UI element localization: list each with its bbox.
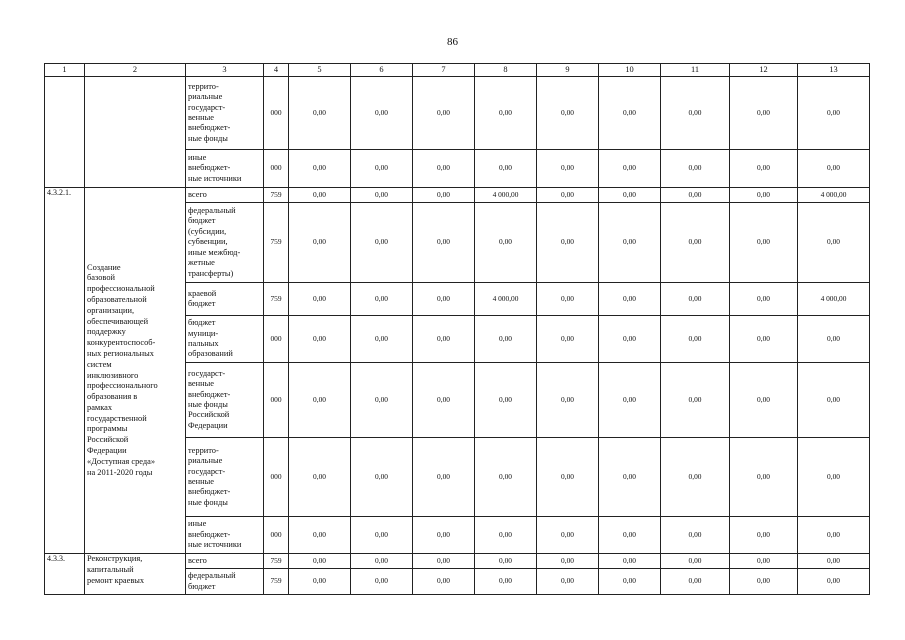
amount-cell: 0,00 — [798, 363, 870, 438]
column-header: 2 — [85, 64, 186, 77]
amount-cell: 0,00 — [599, 438, 661, 517]
amount-cell: 0,00 — [289, 77, 351, 150]
amount-cell: 0,00 — [599, 316, 661, 363]
amount-cell: 0,00 — [413, 438, 475, 517]
amount-cell: 0,00 — [413, 316, 475, 363]
amount-cell: 0,00 — [661, 188, 730, 203]
amount-cell: 0,00 — [798, 203, 870, 283]
amount-cell: 0,00 — [351, 283, 413, 316]
amount-cell: 0,00 — [537, 363, 599, 438]
amount-cell: 0,00 — [475, 438, 537, 517]
amount-cell: 0,00 — [475, 517, 537, 554]
budget-code: 759 — [264, 554, 289, 569]
amount-cell: 0,00 — [289, 150, 351, 188]
item-title: Реконструкция, капитальный ремонт краевых — [85, 554, 186, 595]
funding-source: федеральный бюджет — [186, 569, 264, 595]
funding-source: террито- риальные государст- венные внебюджет- ные фонды — [186, 77, 264, 150]
amount-cell: 0,00 — [289, 554, 351, 569]
amount-cell: 0,00 — [413, 203, 475, 283]
amount-cell: 0,00 — [661, 283, 730, 316]
amount-cell: 0,00 — [730, 569, 798, 595]
amount-cell: 4 000,00 — [798, 283, 870, 316]
amount-cell: 0,00 — [351, 188, 413, 203]
amount-cell: 0,00 — [798, 77, 870, 150]
amount-cell: 4 000,00 — [475, 188, 537, 203]
column-header: 11 — [661, 64, 730, 77]
amount-cell: 0,00 — [661, 554, 730, 569]
amount-cell: 0,00 — [599, 363, 661, 438]
amount-cell: 0,00 — [599, 569, 661, 595]
amount-cell: 0,00 — [599, 517, 661, 554]
amount-cell: 0,00 — [413, 554, 475, 569]
amount-cell: 0,00 — [351, 150, 413, 188]
amount-cell: 0,00 — [798, 438, 870, 517]
column-header: 3 — [186, 64, 264, 77]
item-number: 4.3.2.1. — [45, 188, 85, 554]
amount-cell: 0,00 — [730, 203, 798, 283]
funding-source: всего — [186, 188, 264, 203]
amount-cell: 4 000,00 — [798, 188, 870, 203]
amount-cell: 0,00 — [537, 438, 599, 517]
column-header: 7 — [413, 64, 475, 77]
funding-source: краевой бюджет — [186, 283, 264, 316]
amount-cell: 0,00 — [537, 77, 599, 150]
amount-cell: 0,00 — [475, 569, 537, 595]
amount-cell: 0,00 — [599, 188, 661, 203]
amount-cell: 0,00 — [289, 363, 351, 438]
amount-cell: 0,00 — [798, 316, 870, 363]
amount-cell: 0,00 — [289, 283, 351, 316]
column-header: 10 — [599, 64, 661, 77]
table-row — [45, 77, 870, 150]
funding-source: иные внебюджет- ные источники — [186, 517, 264, 554]
column-header: 9 — [537, 64, 599, 77]
column-header: 5 — [289, 64, 351, 77]
funding-source: иные внебюджет- ные источники — [186, 150, 264, 188]
budget-code: 759 — [264, 569, 289, 595]
amount-cell: 0,00 — [537, 316, 599, 363]
amount-cell: 0,00 — [730, 316, 798, 363]
amount-cell: 0,00 — [537, 517, 599, 554]
amount-cell: 0,00 — [351, 316, 413, 363]
amount-cell: 0,00 — [413, 77, 475, 150]
amount-cell: 0,00 — [351, 203, 413, 283]
budget-table — [44, 63, 870, 595]
header-row — [45, 64, 870, 77]
column-header: 1 — [45, 64, 85, 77]
amount-cell: 0,00 — [351, 363, 413, 438]
amount-cell: 0,00 — [730, 517, 798, 554]
budget-code: 759 — [264, 188, 289, 203]
funding-source: бюджет муници- пальных образований — [186, 316, 264, 363]
amount-cell: 0,00 — [413, 188, 475, 203]
item-title: Создание базовой профессиональной образовательной организации, обеспечивающей поддержку конкурентоспособ- ных региональных систем инклюзивного профессионального образования в рамках государственной программы Российской Федерации «Доступная среда» на 2011-2020 годы — [85, 188, 186, 554]
amount-cell: 0,00 — [351, 569, 413, 595]
budget-code: 000 — [264, 316, 289, 363]
amount-cell: 0,00 — [413, 150, 475, 188]
budget-code: 759 — [264, 283, 289, 316]
amount-cell: 0,00 — [475, 316, 537, 363]
amount-cell: 0,00 — [289, 203, 351, 283]
amount-cell: 0,00 — [351, 554, 413, 569]
budget-code: 000 — [264, 517, 289, 554]
amount-cell: 0,00 — [661, 316, 730, 363]
amount-cell: 0,00 — [661, 150, 730, 188]
column-header: 12 — [730, 64, 798, 77]
amount-cell: 0,00 — [537, 569, 599, 595]
amount-cell: 0,00 — [661, 77, 730, 150]
amount-cell: 0,00 — [289, 569, 351, 595]
amount-cell: 0,00 — [661, 438, 730, 517]
item-number — [45, 77, 85, 188]
amount-cell: 0,00 — [413, 363, 475, 438]
funding-source: государст- венные внебюджет- ные фонды Российской Федерации — [186, 363, 264, 438]
amount-cell: 0,00 — [413, 517, 475, 554]
amount-cell: 0,00 — [289, 438, 351, 517]
amount-cell: 0,00 — [730, 283, 798, 316]
amount-cell: 4 000,00 — [475, 283, 537, 316]
amount-cell: 0,00 — [798, 569, 870, 595]
amount-cell: 0,00 — [730, 363, 798, 438]
funding-source: федеральный бюджет (субсидии, субвенции, иные межбюд- жетные трансферты) — [186, 203, 264, 283]
amount-cell: 0,00 — [798, 517, 870, 554]
column-header: 8 — [475, 64, 537, 77]
amount-cell: 0,00 — [730, 77, 798, 150]
amount-cell: 0,00 — [537, 188, 599, 203]
amount-cell: 0,00 — [475, 363, 537, 438]
page-number: 86 — [447, 36, 458, 48]
budget-code: 759 — [264, 203, 289, 283]
amount-cell: 0,00 — [537, 554, 599, 569]
amount-cell: 0,00 — [599, 283, 661, 316]
amount-cell: 0,00 — [730, 188, 798, 203]
funding-source: всего — [186, 554, 264, 569]
amount-cell: 0,00 — [730, 150, 798, 188]
amount-cell: 0,00 — [289, 188, 351, 203]
amount-cell: 0,00 — [599, 554, 661, 569]
table-row — [45, 554, 870, 569]
amount-cell: 0,00 — [661, 569, 730, 595]
amount-cell: 0,00 — [661, 517, 730, 554]
amount-cell: 0,00 — [661, 363, 730, 438]
amount-cell: 0,00 — [475, 554, 537, 569]
amount-cell: 0,00 — [475, 203, 537, 283]
amount-cell: 0,00 — [289, 517, 351, 554]
budget-code: 000 — [264, 150, 289, 188]
item-title — [85, 77, 186, 188]
amount-cell: 0,00 — [351, 77, 413, 150]
budget-code: 000 — [264, 363, 289, 438]
table-row — [45, 188, 870, 203]
amount-cell: 0,00 — [351, 438, 413, 517]
amount-cell: 0,00 — [599, 150, 661, 188]
amount-cell: 0,00 — [475, 150, 537, 188]
funding-source: террито- риальные государст- венные внебюджет- ные фонды — [186, 438, 264, 517]
column-header: 4 — [264, 64, 289, 77]
amount-cell: 0,00 — [599, 77, 661, 150]
amount-cell: 0,00 — [661, 203, 730, 283]
amount-cell: 0,00 — [537, 203, 599, 283]
amount-cell: 0,00 — [475, 77, 537, 150]
budget-code: 000 — [264, 77, 289, 150]
amount-cell: 0,00 — [798, 554, 870, 569]
amount-cell: 0,00 — [289, 316, 351, 363]
column-header: 6 — [351, 64, 413, 77]
budget-code: 000 — [264, 438, 289, 517]
amount-cell: 0,00 — [413, 569, 475, 595]
amount-cell: 0,00 — [798, 150, 870, 188]
amount-cell: 0,00 — [730, 438, 798, 517]
amount-cell: 0,00 — [730, 554, 798, 569]
amount-cell: 0,00 — [537, 283, 599, 316]
amount-cell: 0,00 — [413, 283, 475, 316]
column-header: 13 — [798, 64, 870, 77]
amount-cell: 0,00 — [351, 517, 413, 554]
amount-cell: 0,00 — [537, 150, 599, 188]
amount-cell: 0,00 — [599, 203, 661, 283]
item-number: 4.3.3. — [45, 554, 85, 595]
